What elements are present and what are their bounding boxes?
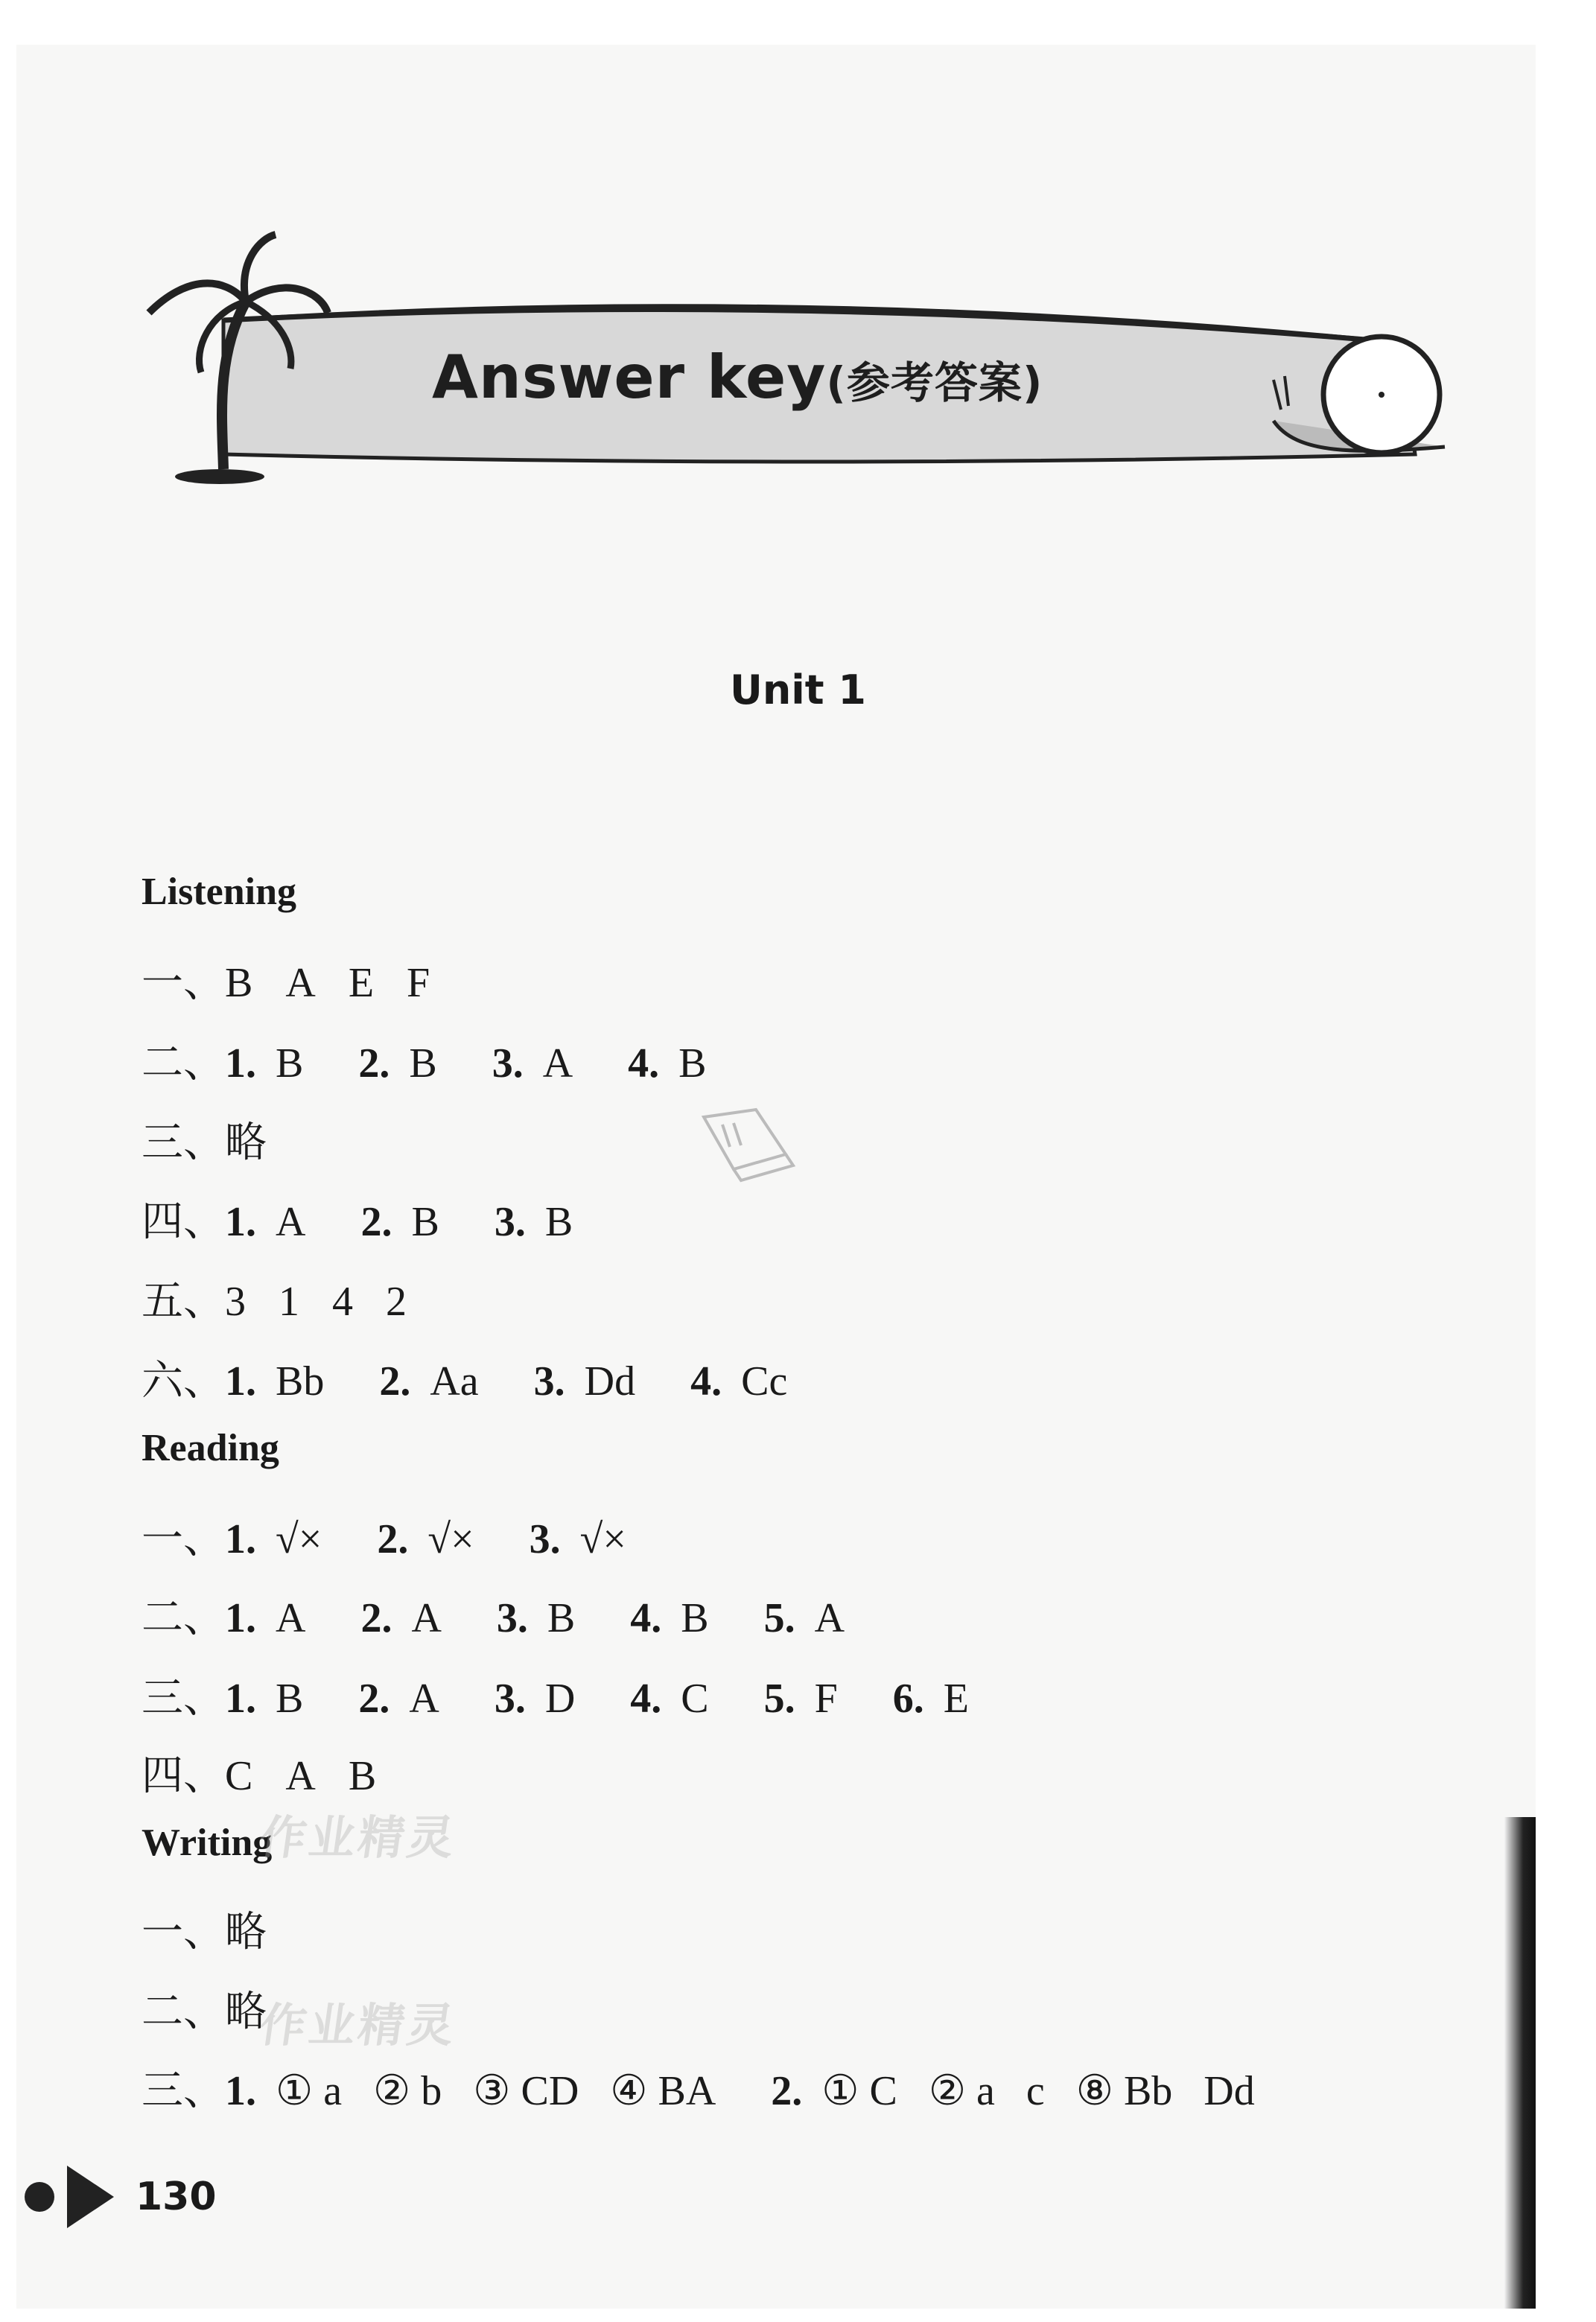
line-prefix: 一、 xyxy=(142,960,225,1006)
line-prefix: 三、 xyxy=(142,2068,225,2114)
item-number: 1. xyxy=(225,1676,256,1722)
answer-item: √× xyxy=(276,1516,322,1562)
answer-item: B xyxy=(678,1040,707,1087)
answer-item: E xyxy=(348,960,375,1006)
item-number: 1. xyxy=(225,1516,256,1562)
answer-item: A xyxy=(542,1040,573,1087)
answer-item: F xyxy=(814,1676,838,1722)
answer-item: ① a ② b ③ CD ④ BA xyxy=(276,2068,716,2114)
item-number: 3. xyxy=(496,1595,528,1641)
answer-item: Bb xyxy=(276,1358,325,1405)
answer-item: B xyxy=(681,1595,709,1641)
item-number: 3. xyxy=(494,1199,526,1245)
answer-item: Aa xyxy=(430,1358,479,1405)
line-prefix: 三、 xyxy=(142,1120,225,1166)
item-number: 2. xyxy=(358,1676,390,1722)
item-number: 1. xyxy=(225,1199,256,1245)
answer-line xyxy=(142,1348,787,1407)
item-number: 1. xyxy=(225,2068,256,2114)
line-prefix: 五、 xyxy=(142,1279,225,1325)
answer-item: A xyxy=(285,1753,316,1799)
item-number: 1. xyxy=(225,1040,256,1087)
item-number: 2. xyxy=(358,1040,390,1087)
page-number: 130 xyxy=(136,2175,217,2219)
answer-item: ① C ② a c ⑧ Bb Dd xyxy=(821,2068,1255,2114)
answer-item: 4 xyxy=(332,1279,353,1325)
answer-item: 略 xyxy=(225,1909,267,1956)
item-number: 2. xyxy=(377,1516,409,1562)
answer-item: Dd xyxy=(584,1358,636,1405)
answer-line xyxy=(142,2058,1255,2117)
section-heading-writing: Writing xyxy=(142,1822,273,1864)
answer-line xyxy=(142,1506,626,1565)
page-marker-icon xyxy=(21,2160,125,2234)
item-number: 2. xyxy=(379,1358,411,1405)
answer-line xyxy=(142,1585,845,1644)
item-number: 3. xyxy=(492,1040,524,1087)
answer-item: A xyxy=(814,1595,845,1641)
answer-line xyxy=(142,950,430,1009)
item-number: 2. xyxy=(771,2068,803,2114)
answer-item: C xyxy=(225,1753,253,1799)
item-number: 5. xyxy=(763,1676,795,1722)
answer-item: 1 xyxy=(279,1279,299,1325)
answer-line xyxy=(142,1030,707,1090)
line-prefix: 一、 xyxy=(142,1909,225,1956)
line-prefix: 二、 xyxy=(142,1040,225,1087)
answer-line xyxy=(142,1979,267,2038)
answer-item: F xyxy=(407,960,430,1006)
answer-item: B xyxy=(409,1040,437,1087)
unit-title: Unit 1 xyxy=(730,667,866,713)
answer-item: 2 xyxy=(386,1279,407,1325)
answer-line xyxy=(142,1110,267,1169)
answer-item: B xyxy=(225,960,253,1006)
answer-item: A xyxy=(409,1676,439,1722)
watermark: 作业精灵 xyxy=(256,1810,461,1865)
banner-title xyxy=(432,343,1102,412)
watermark: 作业精灵 xyxy=(256,1998,461,2052)
answer-item: A xyxy=(285,960,316,1006)
item-number: 1. xyxy=(225,1358,256,1405)
answer-item: 略 xyxy=(225,1989,267,2035)
item-number: 3. xyxy=(494,1676,526,1722)
answer-item: E xyxy=(943,1676,969,1722)
answer-item: D xyxy=(544,1676,576,1722)
answer-item: √× xyxy=(427,1516,474,1562)
stamp-logo-icon xyxy=(689,1102,801,1192)
answer-item: √× xyxy=(579,1516,626,1562)
banner-title-en: Answer key xyxy=(432,343,827,412)
line-prefix: 三、 xyxy=(142,1676,225,1722)
item-number: 4. xyxy=(628,1040,660,1087)
line-prefix: 四、 xyxy=(142,1753,225,1799)
page-edge-shadow xyxy=(1504,1817,1536,2309)
answer-item: B xyxy=(348,1753,377,1799)
answer-item: A xyxy=(411,1595,442,1641)
banner-title-cn: (参考答案) xyxy=(826,357,1043,408)
item-number: 4. xyxy=(630,1676,662,1722)
item-number: 4. xyxy=(630,1595,662,1641)
item-number: 5. xyxy=(763,1595,795,1641)
item-number: 1. xyxy=(225,1595,256,1641)
answer-line xyxy=(142,1268,407,1328)
answer-item: B xyxy=(544,1199,573,1245)
item-number: 3. xyxy=(529,1516,561,1562)
answer-item: B xyxy=(411,1199,439,1245)
item-number: 2. xyxy=(360,1199,392,1245)
item-number: 6. xyxy=(892,1676,924,1722)
item-number: 2. xyxy=(360,1595,392,1641)
line-prefix: 一、 xyxy=(142,1516,225,1562)
answer-item: B xyxy=(276,1676,304,1722)
answer-item: Cc xyxy=(741,1358,788,1405)
answer-line xyxy=(142,1189,573,1248)
answer-item: 3 xyxy=(225,1279,246,1325)
item-number: 4. xyxy=(690,1358,722,1405)
answer-line xyxy=(142,1743,376,1802)
line-prefix: 二、 xyxy=(142,1989,225,2035)
answer-item: B xyxy=(276,1040,304,1087)
answer-item: 略 xyxy=(225,1120,267,1166)
line-prefix: 二、 xyxy=(142,1595,225,1641)
line-prefix: 六、 xyxy=(142,1358,225,1405)
item-number: 3. xyxy=(533,1358,565,1405)
answer-key-banner xyxy=(134,231,1467,499)
answer-item: B xyxy=(547,1595,576,1641)
answer-line xyxy=(142,1665,969,1725)
section-heading-listening: Listening xyxy=(142,871,297,913)
line-prefix: 四、 xyxy=(142,1199,225,1245)
answer-item: C xyxy=(681,1676,709,1722)
section-heading-reading: Reading xyxy=(142,1427,279,1469)
answer-item: A xyxy=(276,1199,306,1245)
answer-line xyxy=(142,1899,267,1959)
answer-item: A xyxy=(276,1595,306,1641)
